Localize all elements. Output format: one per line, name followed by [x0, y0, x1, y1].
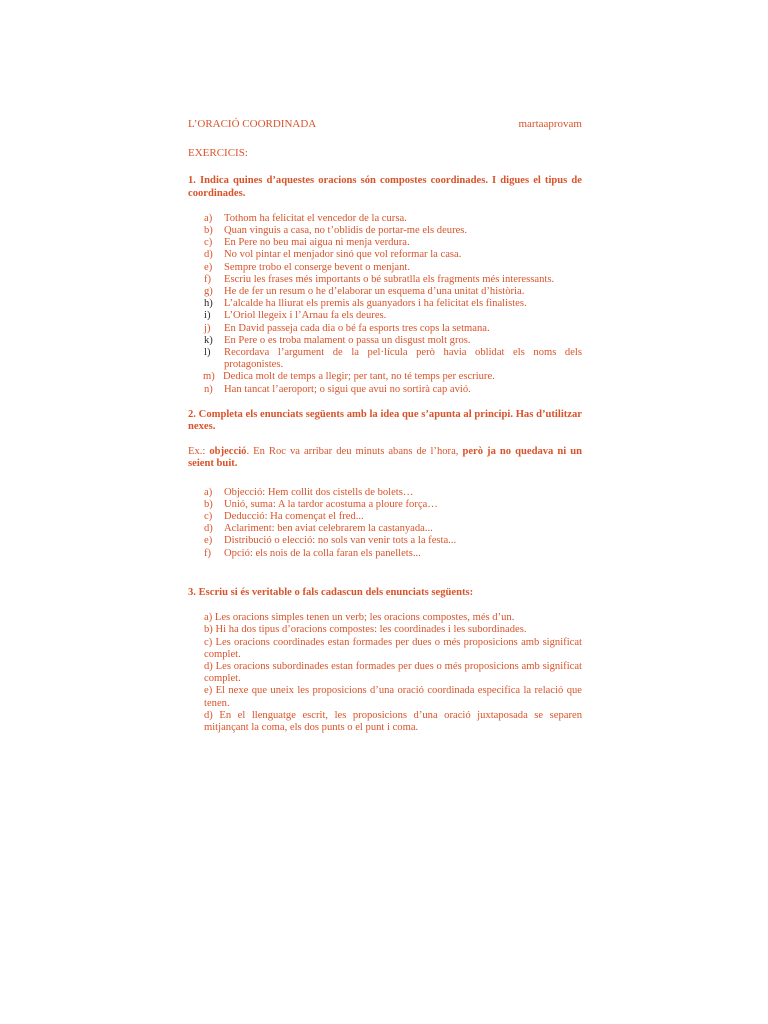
item-marker: c) [204, 237, 213, 249]
section-1-question: 1. Indica quines d’aquestes oracions són compostes coordinades. I digues el tipus de coordinades. [188, 175, 582, 199]
statement-item: e) El nexe que uneix les proposicions d’una oració coordinada especifica la relació que tenen. [204, 685, 582, 709]
list-item [188, 298, 582, 310]
exercises-label: EXERCICIS: [188, 147, 248, 160]
item-marker: a) [204, 212, 213, 224]
item-marker: i) [204, 310, 211, 322]
page-header [188, 118, 582, 130]
item-text: L’alcalde ha lliurat els premis als guanyadors i ha felicitat els finalistes. [224, 298, 527, 310]
example-keyword: objecció [209, 446, 247, 458]
item-marker: k) [204, 334, 213, 346]
section-2-question: 2. Completa els enunciats següents amb la idea que s’apunta al principi. Has d’utilitzar nexes. [188, 408, 582, 433]
list-item [188, 499, 582, 511]
document-author: martaaprovam [518, 118, 582, 130]
item-marker: f) [204, 547, 212, 559]
item-marker: c) [204, 511, 213, 523]
section-1-list [188, 213, 582, 396]
item-text: Recordava l’argument de la pel·lícula però havia oblidat els noms dels protagonistes. [224, 347, 582, 371]
item-text: Tothom ha felicitat el vencedor de la cursa. [224, 212, 407, 224]
item-text: Opció: els nois de la colla faran els panellets... [224, 547, 421, 559]
item-text: En Pere no beu mai aigua ni menja verdura. [224, 237, 410, 249]
item-marker: b) [204, 498, 213, 510]
list-item [188, 371, 582, 383]
list-item [188, 237, 582, 249]
statement-item: c) Les oracions coordinades estan formades per dues o més proposicions amb significat complet. [204, 636, 582, 660]
section-3-list [188, 612, 582, 734]
item-text: He de fer un resum o he d’elaborar un esquema d’una unitat d’història. [224, 286, 525, 298]
item-text: Han tancat l’aeroport; o sigui que avui no sortirà cap avió. [224, 383, 471, 395]
list-item [188, 384, 582, 396]
statement-item: a) Les oracions simples tenen un verb; les oracions compostes, més d’un. [204, 612, 515, 624]
item-text: Aclariment: ben aviat celebrarem la castanyada... [224, 523, 433, 535]
statement-item: d) En el llenguatge escrit, les proposicions d’una oració juxtaposada se separen mitjançant la coma, els dos punts o el punt i coma. [204, 709, 582, 733]
item-text: En Pere o es troba malament o passa un disgust molt gros. [224, 334, 471, 346]
item-marker: j) [204, 322, 211, 334]
item-marker: e) [204, 535, 213, 547]
list-item [188, 487, 582, 499]
item-marker: b) [204, 225, 213, 237]
list-item [188, 335, 582, 347]
item-marker: m) [203, 371, 215, 383]
item-text: Unió, suma: A la tardor acostuma a ploure força… [224, 498, 438, 510]
list-item [188, 310, 582, 322]
document-title: L’ORACIÓ COORDINADA [188, 118, 317, 130]
example-answer: però ja no quedava ni un seient buit. [188, 446, 582, 470]
item-marker: h) [204, 298, 213, 310]
item-marker: n) [204, 383, 213, 395]
item-text: Escriu les frases més importants o bé subratlla els fragments més interessants. [224, 273, 555, 285]
item-marker: e) [204, 261, 213, 273]
list-item [188, 523, 582, 535]
section-3-question: 3. Escriu si és veritable o fals cadascun dels enunciats següents: [188, 586, 474, 598]
statement-item: b) Hi ha dos tipus d’oracions compostes: les coordinades i les subordinades. [204, 624, 527, 636]
list-item [188, 347, 582, 371]
spacer [188, 573, 582, 587]
item-text: Quan vinguis a casa, no t’oblidis de portar-me els deures. [224, 225, 468, 237]
list-item [188, 225, 582, 237]
item-marker: d) [204, 249, 213, 261]
item-marker: g) [204, 286, 213, 298]
list-item [188, 511, 582, 523]
section-2-list [188, 487, 582, 560]
item-text: Dedica molt de temps a llegir; per tant, no té temps per escriure. [223, 371, 495, 383]
statement-item: d) Les oracions subordinades estan formades per dues o més proposicions amb significat complet. [204, 660, 582, 685]
item-marker: l) [204, 347, 211, 359]
item-text: Distribució o elecció: no sols van venir tots a la festa... [224, 535, 457, 547]
list-item [188, 274, 582, 286]
item-text: Objecció: Hem collit dos cistells de bolets… [224, 486, 414, 498]
item-text: No vol pintar el menjador sinó que vol reformar la casa. [224, 249, 462, 261]
example-prefix: Ex.: [188, 446, 210, 458]
document-content [188, 118, 582, 734]
list-item [188, 548, 582, 560]
item-text: Deducció: Ha començat el fred... [224, 511, 364, 523]
example-sentence: . En Roc va arribar deu minuts abans de l’hora, [246, 446, 463, 458]
item-marker: d) [204, 523, 213, 535]
item-marker: a) [204, 486, 213, 498]
item-marker: f) [204, 273, 212, 285]
list-item [188, 249, 582, 261]
item-text: Sempre trobo el conserge bevent o menjant. [224, 261, 411, 273]
list-item [188, 286, 582, 298]
list-item [188, 262, 582, 274]
list-item [188, 323, 582, 335]
list-item [188, 213, 582, 225]
item-text: L’Oriol llegeix i l’Arnau fa els deures. [224, 310, 387, 322]
item-text: En David passeja cada dia o bé fa esports tres cops la setmana. [224, 322, 490, 334]
section-2-example [188, 446, 582, 470]
list-item [188, 535, 582, 547]
